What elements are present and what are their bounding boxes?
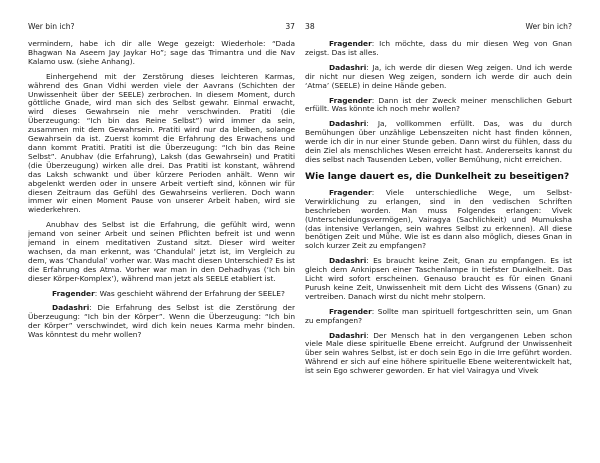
running-title: Wer bin ich?: [525, 22, 572, 31]
page-number: 38: [305, 22, 315, 31]
speaker-label: Fragender: [329, 39, 372, 48]
qa-text: : Sollte man spirituell fortgeschritten sein, um Gnan zu empfangen?: [305, 306, 572, 325]
qa-text: : Viele unterschiedliche Wege, um Selbst-Verwirklichung zu erlangen, sind in den vedischen Schriften beschrieben worden. Man muss Folgendes erlangen: Vivek (Unterscheidungsvermögen), Vairagya (Sachlichkeit) und Mumuksha (das intensive Verlangen, sein wahres Selbst zu erkennen). All diese benötigen Zeit und Mühe. Wie ist es dann also möglich, dieses Gnan in solch kurzer Zeit zu empfangen?: [305, 187, 572, 251]
qa-paragraph: [305, 257, 572, 302]
running-title: Wer bin ich?: [28, 22, 75, 31]
left-page-header: [28, 0, 295, 40]
qa-paragraph: [305, 308, 572, 326]
qa-paragraph: [305, 120, 572, 165]
speaker-label: Dadashri: [329, 119, 367, 129]
speaker-label: Fragender: [329, 95, 372, 105]
section-heading: Wie lange dauert es, die Dunkelheit zu beseitigen?: [305, 170, 570, 182]
qa-paragraph: [305, 189, 572, 251]
qa-text: : Dann ist der Zweck meiner menschlichen Geburt erfüllt. Was könnte ich noch mehr wollen?: [305, 95, 572, 114]
qa-text: : Was geschieht während der Erfahrung der SEELE?: [94, 288, 285, 298]
page-number: 37: [285, 22, 295, 31]
paragraph: vermindern, habe ich dir alle Wege gezeigt: Wiederhole: “Dada Bhagwan Na Aseem Jay Jaykar Ho”; sage das Trimantra und die Nav Kalamo usw. (siehe Anhang).: [28, 39, 295, 66]
qa-paragraph: [305, 97, 572, 115]
paragraph: Anubhav des Selbst ist die Erfahrung, die gefühlt wird, wenn jemand von seiner Arbeit und seinen Pflichten befreit ist und wenn jemand in einem meditativen Zustand sitzt. Dieser wird weiter wachsen, da man erkennt, was ‘Chandulal’ jetzt ist, im Vergleich zu dem, was ‘Chandulal’ vorher war. Was macht diesen Unterschied? Es ist die Erfahrung des Atma. Vorher war man in den Dehadhyas (‘Ich bin dieser Körper-Komplex’), während man jetzt als SEELE etabliert ist.: [28, 220, 295, 283]
qa-paragraph: [305, 332, 572, 377]
left-page: [28, 0, 295, 463]
speaker-label: Dadashri: [329, 62, 367, 72]
qa-text: : Die Erfahrung des Selbst ist die Zerstörung der Überzeugung: “Ich bin der Körper”. Wenn die Überzeugung: “Ich bin der Körper” verschwindet, wird dich kein neues Karma mehr binden. Was könntest du mehr wollen?: [28, 303, 295, 340]
qa-paragraph: [305, 64, 572, 91]
speaker-label: Dadashri: [329, 330, 367, 340]
speaker-label: Dadashri: [329, 256, 367, 266]
speaker-label: Fragender: [329, 306, 372, 316]
qa-text: : Ja, ich werde dir diesen Weg zeigen. Und ich werde dir nicht nur diesen Weg zeigen, sondern ich werde dir auch dein ‘Atma’ (SEELE) in deine Hände geben.: [305, 62, 572, 90]
qa-paragraph: [28, 290, 295, 299]
speaker-label: Fragender: [52, 288, 95, 298]
qa-text: : Es braucht keine Zeit, Gnan zu empfangen. Es ist gleich dem Anknipsen einer Taschenlampe in tiefster Dunkelheit. Das Licht wird sofort erscheinen. Genauso braucht es für einen Gnani Purush keine Zeit, Unwissenheit mit dem Licht des Wissens (Gnan) zu vertreiben. Danach wirst du nicht mehr stolpern.: [305, 256, 572, 301]
qa-text: : Der Mensch hat in den vergangenen Leben schon viele Male diese spirituelle Ebene erreicht. Aufgrund der Unwissenheit über sein wahres Selbst, ist er doch sein Ego in die Irre geführt worden. Während er sich auf eine höhere spirituelle Ebene weiterentwickelt hat, ist sein Ego schwerer geworden. Er hat viel Vairagya und Vivek: [305, 330, 572, 376]
qa-paragraph: [28, 304, 295, 340]
right-page-header: [305, 0, 572, 40]
right-page-body: [305, 40, 572, 376]
qa-text: : Ja, vollkommen erfüllt. Das, was du durch Bemühungen über unzählige Lebenszeiten nicht hast finden können, werde ich dir in nur einer Stunde geben. Dann wirst du fühlen, dass du dein Ziel als menschliches Wesen erreicht hast. Andererseits kannst du dies selbst nach Tausenden Leben, voller Bemühung, nicht erreichen.: [305, 119, 572, 164]
paragraph: Einhergehend mit der Zerstörung dieses leichteren Karmas, während des Gnan Vidhi werden viele der Aavrans (Schichten der Unwissenheit über der SEELE) zerbrochen. In diesem Moment, durch göttliche Gnade, wird man sich des Selbst gewahr. Einmal erwacht, wird dieses Gewahrsein nie mehr verschwinden. Pratiti (die Überzeugung: “Ich bin das Reine Selbst”) wird immer da sein, zusammen mit dem Gewahrsein. Pratiti wird nur da bleiben, solange Gewahrsein da ist. Zuerst kommt die Erfahrung des Erwachens und dann kommt Pratiti. Pratiti ist die Überzeugung: “Ich bin das Reine Selbst”. Anubhav (die Erfahrung), Laksh (das Gewahrsein) und Pratiti (die Überzeugung) wirken alle drei. Das Pratiti ist konstant, während das Laksh schwankt und über kürzere Perioden anhält. Wenn wir abgelenkt werden oder in unsere Arbeit vertieft sind, können wir für diesen Zeitraum das Gefühl des Gewahrseins verlieren. Doch wann immer wir einen Moment Pause von unserer Arbeit haben, wird sie wiederkehren.: [28, 71, 295, 215]
speaker-label: Dadashri: [52, 303, 90, 313]
left-page-body: [28, 40, 295, 340]
qa-paragraph: [305, 40, 572, 58]
speaker-label: Fragender: [329, 187, 372, 197]
right-page: [305, 0, 572, 463]
qa-text: : Ich möchte, dass du mir diesen Weg von Gnan zeigst. Das ist alles.: [305, 39, 572, 57]
